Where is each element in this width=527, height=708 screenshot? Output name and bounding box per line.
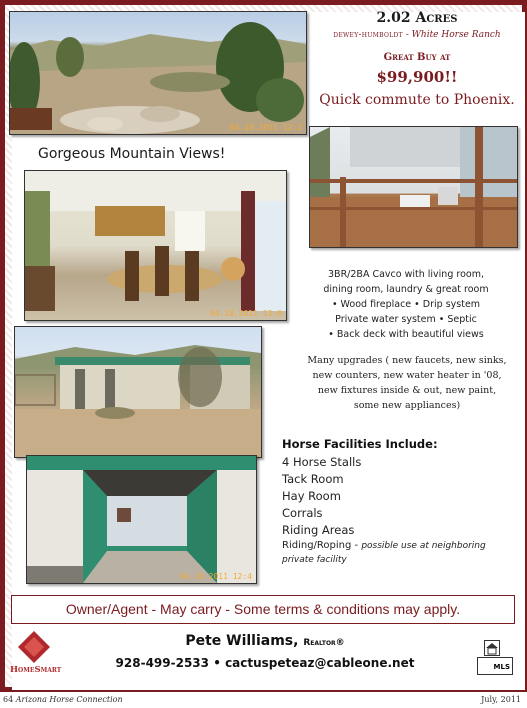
upgrades-line: new fixtures inside & out, new paint,	[317, 385, 497, 396]
horse-facilities-heading: Horse Facilities Include:	[282, 437, 438, 451]
publication-name: Arizona Horse Connection	[15, 695, 123, 704]
roping-note-cont	[282, 553, 486, 567]
location-line: dewey-humboldt - White Horse Ranch	[333, 30, 501, 40]
price: $99,900!!	[376, 68, 458, 86]
barn-aisle-photo	[26, 455, 257, 584]
facility-item: Corrals	[282, 506, 323, 520]
page-number: 64	[3, 695, 14, 704]
ranch-name: White Horse Ranch	[411, 30, 501, 40]
issue-date: July, 2011	[481, 695, 521, 704]
photo-date-stamp: 04.18.2011 12:2	[229, 123, 302, 132]
deck-photo	[309, 126, 518, 248]
interior-photo	[24, 170, 287, 321]
views-caption: Gorgeous Mountain Views!	[38, 146, 226, 162]
photo-date-stamp: 04.18.2011 12:4	[179, 572, 252, 581]
description-line: • Wood fireplace • Drip system	[331, 299, 481, 310]
photo-date-stamp: 04.18.2011 13:0	[209, 309, 282, 318]
terms-banner: Owner/Agent - May carry - Some terms & conditions may apply.	[11, 595, 515, 624]
barn-photo	[14, 326, 262, 458]
agent-name-line	[120, 633, 410, 649]
roping-label: Riding/Roping -	[282, 540, 359, 551]
agent-email: cactuspeteaz@cableone.net	[225, 656, 415, 670]
description-line: dining room, laundry & great room	[323, 284, 489, 295]
facility-item: 4 Horse Stalls	[282, 455, 362, 469]
agent-title: Realtor®	[303, 638, 345, 648]
property-description	[296, 267, 516, 342]
commute-line: Quick commute to Phoenix.	[319, 92, 515, 108]
location-place: dewey-humboldt	[333, 30, 403, 40]
facility-item: Hay Room	[282, 489, 341, 503]
facility-item: Riding Areas	[282, 523, 355, 537]
upgrades-text	[298, 353, 516, 413]
facility-item-roping	[282, 539, 486, 553]
description-line: 3BR/2BA Cavco with living room,	[328, 269, 484, 280]
logo-text: HomeSmart	[10, 665, 62, 675]
contact-separator: •	[213, 656, 221, 670]
roping-note: private facility	[282, 555, 347, 565]
description-line: • Back deck with beautiful views	[328, 329, 484, 340]
upgrades-line: new counters, new water heater in '08,	[312, 370, 502, 381]
agent-contact-line	[100, 656, 430, 670]
great-buy-label: Great Buy at	[383, 52, 451, 63]
description-line: Private water system • Septic	[335, 314, 477, 325]
facility-item: Tack Room	[282, 472, 344, 486]
horse-facilities	[282, 437, 486, 567]
page-footer-left	[3, 695, 123, 704]
upgrades-line: Many upgrades ( new faucets, new sinks,	[307, 355, 507, 366]
equal-housing-icon	[484, 640, 500, 656]
acres-heading: 2.02 Acres	[376, 10, 458, 26]
roping-note: possible use at neighboring	[361, 541, 486, 551]
landscape-photo	[9, 11, 307, 135]
agent-name: Pete Williams,	[185, 633, 299, 649]
agent-phone: 928-499-2533	[115, 656, 210, 670]
upgrades-line: some new appliances)	[353, 400, 461, 411]
mls-badge: MLS	[477, 657, 513, 675]
